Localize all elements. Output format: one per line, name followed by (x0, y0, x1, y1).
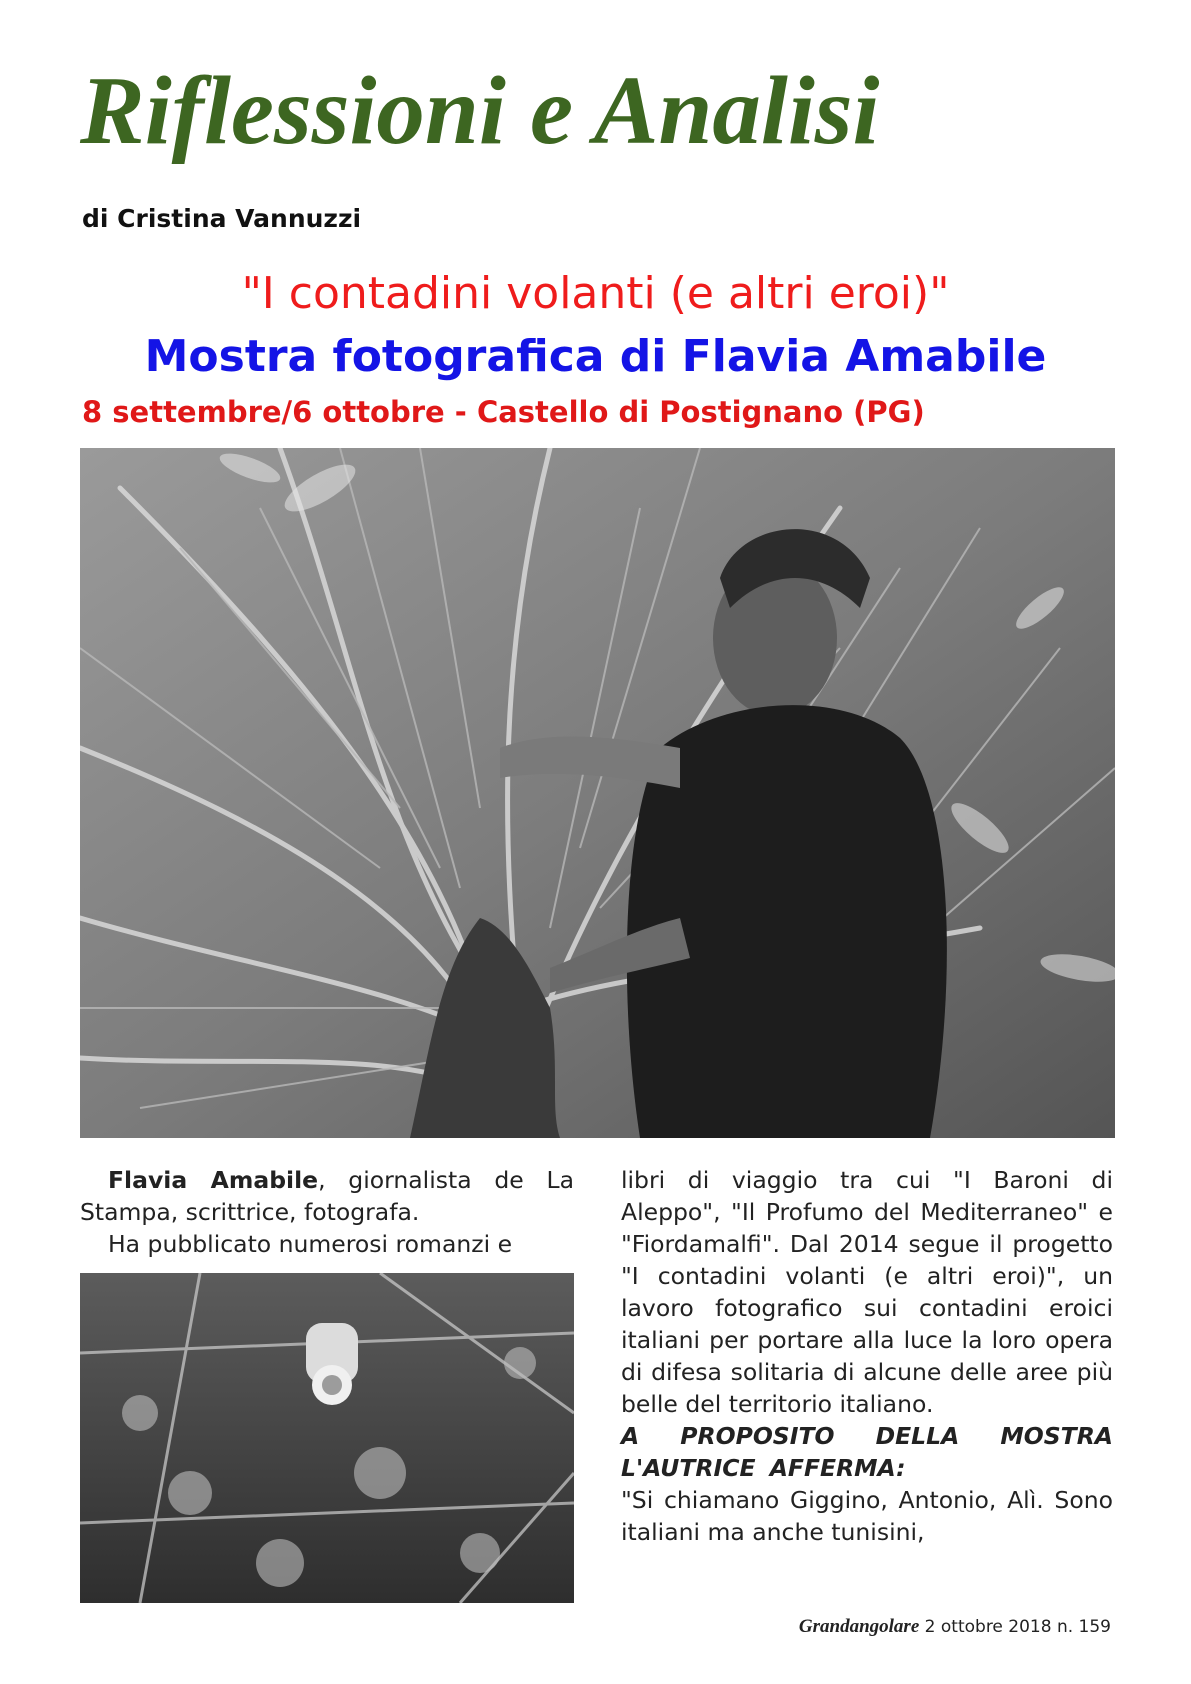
article-column-2 (621, 1164, 1113, 1548)
exhibition-subtitle: Mostra fotografica di Flavia Amabile (144, 331, 1047, 382)
secondary-photo (80, 1273, 574, 1603)
quote-paragraph: "Si chiamano Giggino, Antonio, Alì. Sono italiani ma anche tunisini, (621, 1486, 1113, 1546)
paragraph-2-continued: libri di viaggio tra cui "I Baroni di Aleppo", "Il Profumo del Mediterraneo" e "Fiordamalfi". Dal 2014 segue il progetto "I contadini volanti (e altri eroi)", un lavoro fotografico sui contadini eroici italiani per portare alla luce la loro opera di difesa solitaria di alcune delle aree più belle del territorio italiano. (621, 1166, 1113, 1418)
main-photo (80, 448, 1115, 1138)
exhibition-dates: 8 settembre/6 ottobre - Castello di Postignano (PG) (82, 395, 925, 429)
paragraph-2-start: Ha pubblicato numerosi romanzi e (108, 1230, 513, 1258)
publication-name: Grandangolare (798, 1616, 920, 1637)
author-byline: di Cristina Vannuzzi (82, 204, 362, 233)
masthead-title: Riflessioni e Analisi (80, 57, 880, 164)
exhibition-title: "I contadini volanti (e altri eroi)" (241, 268, 950, 319)
article-column-1 (80, 1164, 574, 1260)
issue-info: 2 ottobre 2018 n. 159 (924, 1617, 1111, 1637)
author-name: Flavia Amabile (108, 1166, 319, 1194)
intro-paragraph: Flavia Amabile, giornalista de La Stampa, scrittrice, fotografa. (80, 1166, 574, 1226)
page-footer (0, 1616, 1111, 1638)
section-heading: A PROPOSITO DELLA MOSTRA L'AUTRICE AFFERMA: (621, 1422, 1113, 1482)
